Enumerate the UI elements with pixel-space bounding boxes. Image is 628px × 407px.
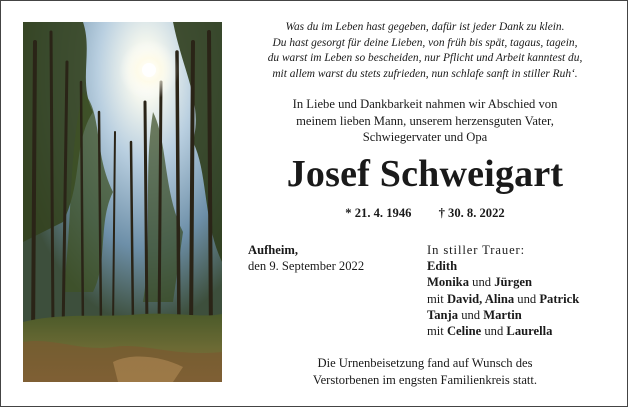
mourner-line [427, 274, 579, 290]
burial-note-line: Die Urnenbeisetzung fand auf Wunsch des [317, 356, 533, 370]
connector-text: und [458, 307, 484, 322]
mourner-name: Monika [427, 275, 469, 290]
birth-date: * 21. 4. 1946 [345, 206, 412, 220]
mourner-name: David, Alina [446, 291, 515, 306]
poem [236, 20, 614, 82]
mourner-line: Edith [427, 259, 458, 274]
connector-text: mit [427, 324, 447, 339]
burial-note-line: Verstorbenen im engsten Familienkreis statt. [312, 372, 538, 387]
mourner-name: Martin [483, 307, 522, 322]
poem-line: mit allem warst du stets zufrieden, nun schlafe sanft in stiller Ruh‘. [272, 67, 578, 80]
poem-line: Was du im Leben hast gegeben, dafür ist jeder Dank zu klein. [285, 21, 565, 33]
place-and-date [248, 242, 364, 274]
intro-text [236, 96, 614, 146]
life-dates [236, 206, 614, 221]
intro-line: In Liebe und Dankbarkeit nahmen wir Abschied von [292, 97, 558, 111]
mourner-name: Celine [446, 324, 482, 339]
town: Aufheim, [248, 243, 299, 257]
mourner-name: Patrick [539, 291, 580, 306]
notice-date: den 9. September 2022 [248, 259, 365, 273]
poem-line: Du hast gesorgt für deine Lieben, von früh bis spät, tagaus, tagein, [272, 36, 578, 49]
connector-text: und [514, 291, 540, 306]
intro-line: meinem lieben Mann, unserem herzensguten Vater, [296, 113, 554, 128]
connector-text: und [481, 324, 507, 339]
intro-line: Schwiegervater und Opa [362, 130, 488, 144]
death-date: † 30. 8. 2022 [438, 206, 505, 220]
mourners-list [427, 242, 579, 339]
burial-note [236, 355, 614, 388]
connector-text: und [469, 275, 495, 290]
deceased-name: Josef Schweigart [286, 153, 564, 195]
mourners-heading: In stiller Trauer: [427, 243, 526, 257]
mourner-line [427, 291, 579, 307]
poem-line: du warst im Leben so bescheiden, nur Pflicht und Arbeit kanntest du, [267, 52, 583, 65]
mourner-name: Laurella [506, 324, 553, 339]
mourner-name: Tanja [427, 307, 459, 322]
mourner-line [427, 323, 579, 339]
forest-photo [23, 22, 222, 382]
connector-text: mit [427, 291, 447, 306]
mourner-name: Jürgen [494, 275, 532, 290]
mourner-line [427, 307, 579, 323]
